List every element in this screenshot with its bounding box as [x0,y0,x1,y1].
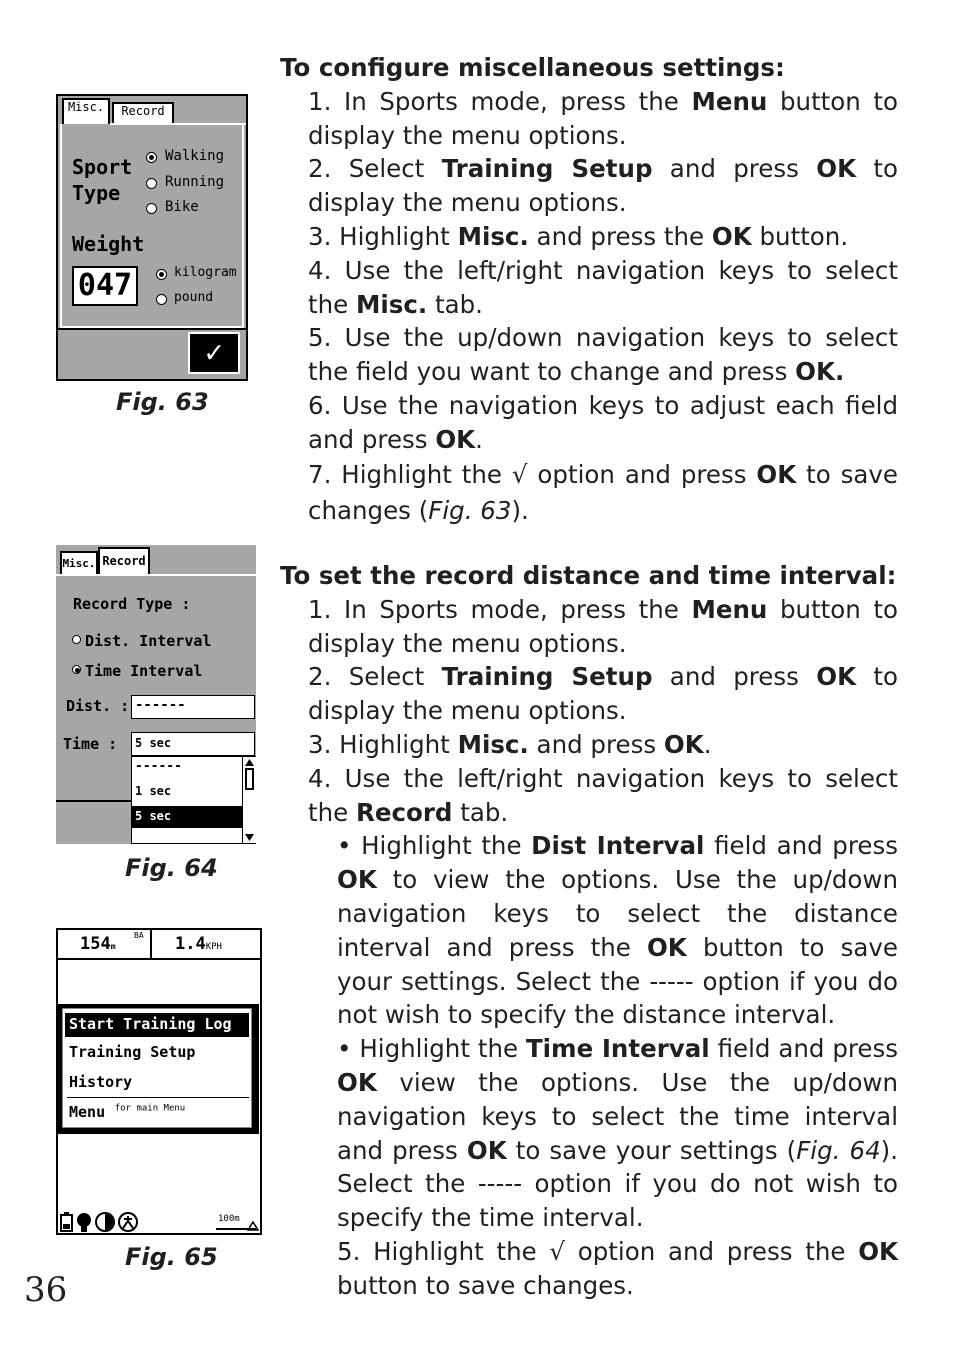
step-2: 2. Select Training Setup and press OK to display the menu options. [308,154,898,218]
step-3: 3. Highlight Misc. and press OK. [308,729,712,759]
status-bar [58,930,260,960]
time-value: 5 sec [135,736,172,750]
scale-bar [216,1228,256,1230]
tab-underline [56,574,256,576]
step-5: 5. Use the up/down navigation keys to select the field you want to change and press OK. [308,323,898,387]
status-icons-svg [60,1211,150,1233]
step-5: 5. Highlight the √ option and press the OK button to save changes. [337,1236,898,1300]
fig65-caption: Fig. 65 [125,1243,218,1271]
radio-pound[interactable] [156,294,167,305]
tab-record-label: Record [121,104,165,118]
radio-kilogram[interactable] [156,269,167,280]
step-4: 4. Use the left/right navigation keys to select the Misc. tab. [308,255,898,319]
scroll-arrows-icon [243,757,256,843]
radio-bike[interactable] [146,203,157,214]
record-type-label: Record Type : [73,595,191,613]
battery-icon [61,1212,72,1231]
step-2: 2. Select Training Setup and press OK to display the menu options. [308,662,898,726]
ok-button[interactable] [188,332,240,374]
tab-misc[interactable] [62,98,110,124]
fig64-caption: Fig. 64 [125,854,218,882]
step-1: 1. In Sports mode, press the Menu button to display the menu options. [308,86,898,150]
time-label: Time : [63,735,118,753]
fig65-screen [56,928,262,1235]
sport-label-1: Sport [72,155,133,179]
popup-menu [58,1004,259,1134]
menu-item-start-training-log[interactable] [65,1013,249,1037]
speed-unit: KPH [205,942,222,952]
distance-value: 154 [80,934,111,954]
menu-hint: for main Menu [114,1103,186,1114]
menu-hint-row [69,1102,185,1121]
tab-misc[interactable] [60,551,98,574]
option-kilogram: kilogram [174,265,237,280]
runner-icon [119,1213,137,1231]
radio-time-interval[interactable] [72,665,81,674]
fig64-screen [56,545,256,844]
step-3: 3. Highlight Misc. and press the OK button. [308,221,849,251]
compass-icon [96,1213,114,1231]
ba-label: BA [134,931,144,940]
tab-record[interactable] [112,102,174,124]
option-dist-interval: Dist. Interval [85,632,212,650]
popup-menu-inner [62,1008,252,1128]
option-walking: Walking [165,148,225,164]
dropdown-item[interactable]: 1 sec [135,784,172,798]
distance-unit: m [110,942,116,951]
section-heading: To configure miscellaneous settings: [280,53,785,82]
dropdown-item[interactable]: ------ [135,759,182,774]
bottom-bar-line [58,328,246,330]
section-misc-settings [280,51,898,529]
speed-value: 1.4 [175,934,206,954]
menu-item-history[interactable]: History [69,1073,133,1091]
section-record-interval [280,559,898,1303]
tab-record[interactable] [98,547,150,574]
option-running: Running [165,174,225,190]
dropdown-item-selected[interactable] [132,806,242,828]
dropdown-selected-label: 5 sec [135,809,172,823]
menu-divider [67,1097,249,1098]
section-heading: To set the record distance and time interval: [280,561,897,590]
dist-field[interactable] [131,695,255,719]
distance-readout [80,934,116,954]
time-field[interactable] [131,732,255,756]
radio-dist-interval[interactable] [72,635,81,644]
heart-rate-icon [77,1213,91,1232]
tab-misc-label: Misc. [67,100,105,114]
fig63-caption: Fig. 63 [116,388,209,416]
speed-readout [175,934,222,954]
bullet-dist-interval: • Highlight the Dist Interval field and press OK to view the options. Use the up/down navigation keys to select the distance interval and press the OK button to save your settings. Select the ----- option if you do not wish to specify the distance interval. [337,831,898,1030]
check-icon: ✓ [204,335,224,370]
bullet-time-interval: • Highlight the Time Interval field and press OK view the options. Use the up/down navigation keys to select the time interval and press OK to save your settings (Fig. 64). Select the ----- option if you do not wish to specify the time interval. [337,1034,899,1233]
radio-walking[interactable] [146,152,157,163]
menu-label: Menu [69,1103,106,1121]
radio-running[interactable] [146,178,157,189]
sport-label-2: Type [72,181,121,205]
menu-item-training-setup[interactable]: Training Setup [69,1043,196,1061]
menu-item-label: Start Training Log [69,1015,232,1033]
step-7: 7. Highlight the √ option and press OK to save changes (Fig. 63). [308,459,898,525]
sport-label [72,154,132,206]
dist-label: Dist. : [66,697,130,715]
step-4: 4. Use the left/right navigation keys to select the Record tab. [308,763,898,827]
time-dropdown[interactable] [131,756,256,844]
scrollbar[interactable] [242,757,256,843]
tab-record-label: Record [102,554,146,568]
weight-field[interactable] [72,266,138,306]
dist-value: ------ [135,697,186,713]
status-divider [150,930,152,958]
page-number: 36 [24,1270,68,1310]
status-icons [60,1211,150,1235]
fig63-screen [56,94,248,381]
option-time-interval: Time Interval [85,662,203,680]
tab-misc-label: Misc. [62,557,96,570]
step-1: 1. In Sports mode, press the Menu button to display the menu options. [308,594,898,658]
option-bike: Bike [165,199,199,215]
scale-label: 100m [218,1214,240,1224]
weight-label: Weight [72,232,145,256]
step-6: 6. Use the navigation keys to adjust each field and press OK. [308,390,898,454]
option-pound: pound [174,290,214,305]
weight-value: 047 [77,268,133,303]
